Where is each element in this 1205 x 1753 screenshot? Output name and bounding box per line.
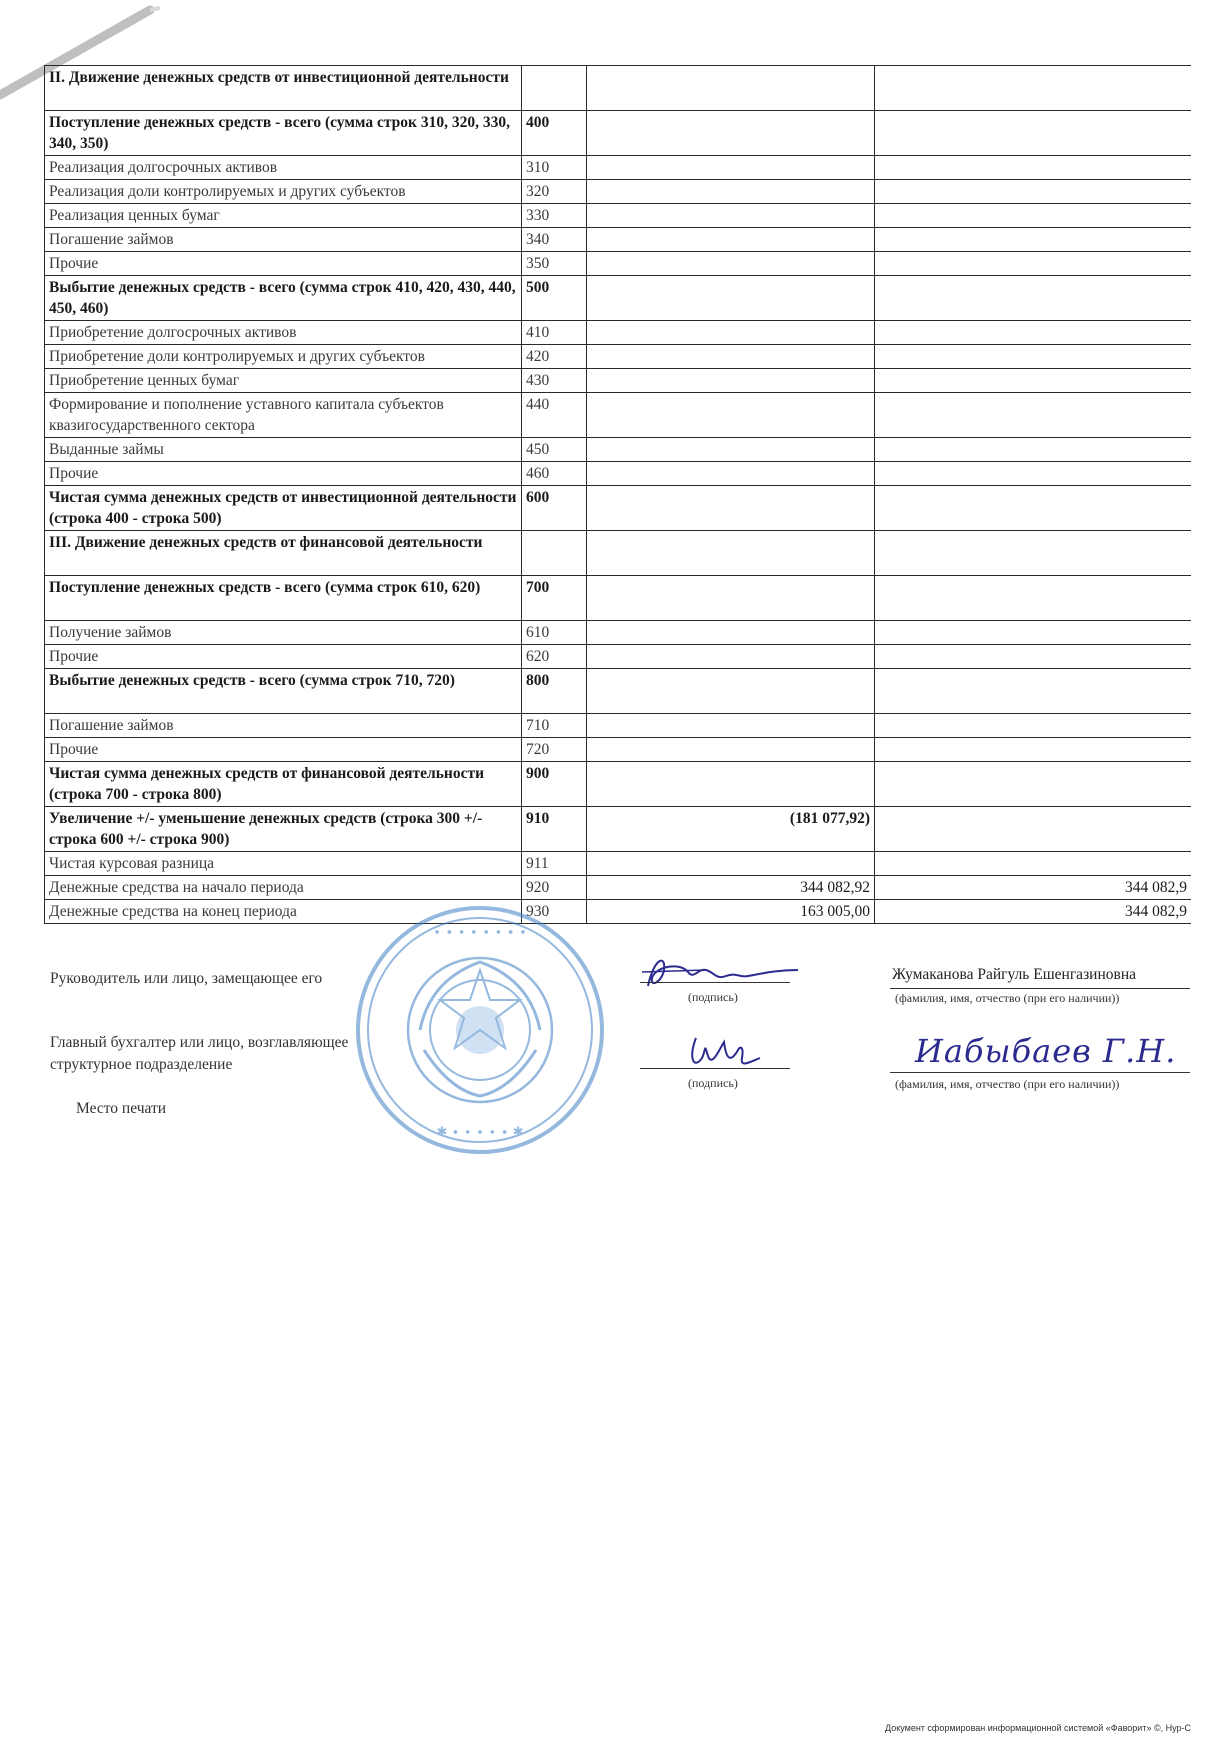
head-signature-line <box>640 982 790 983</box>
row-label: Реализация долгосрочных активов <box>45 156 522 180</box>
row-current-period-value <box>587 66 875 111</box>
head-fio-line <box>890 988 1190 989</box>
row-previous-period-value <box>875 852 1192 876</box>
table-row <box>45 738 1192 762</box>
row-previous-period-value <box>875 738 1192 762</box>
row-current-period-value <box>587 111 875 156</box>
row-previous-period-value <box>875 576 1192 621</box>
row-previous-period-value <box>875 438 1192 462</box>
row-previous-period-value <box>875 762 1192 807</box>
row-current-period-value <box>587 369 875 393</box>
table-row <box>45 180 1192 204</box>
row-code: 620 <box>522 645 587 669</box>
row-previous-period-value <box>875 345 1192 369</box>
row-code: 460 <box>522 462 587 486</box>
row-previous-period-value <box>875 462 1192 486</box>
table-row <box>45 393 1192 438</box>
stamp-place-label: Место печати <box>76 1100 167 1117</box>
head-full-name: Жумаканова Райгуль Ешенгазиновна <box>892 966 1137 983</box>
row-current-period-value <box>587 576 875 621</box>
svg-text:✱ ∙ ∙ ∙ ∙ ∙ ✱: ✱ ∙ ∙ ∙ ∙ ∙ ✱ <box>436 1125 524 1140</box>
row-label: Получение займов <box>45 621 522 645</box>
table-row <box>45 228 1192 252</box>
row-label: II. Движение денежных средств от инвестиционной деятельности <box>45 66 522 111</box>
accountant-signature-caption: (подпись) <box>688 1076 738 1090</box>
row-code: 910 <box>522 807 587 852</box>
row-code: 700 <box>522 576 587 621</box>
table-row <box>45 321 1192 345</box>
row-previous-period-value <box>875 228 1192 252</box>
row-current-period-value <box>587 228 875 252</box>
table-row <box>45 438 1192 462</box>
row-current-period-value <box>587 393 875 438</box>
row-current-period-value <box>587 438 875 462</box>
table-row <box>45 252 1192 276</box>
row-current-period-value <box>587 621 875 645</box>
row-label: Денежные средства на начало периода <box>45 876 522 900</box>
row-label: Поступление денежных средств - всего (сумма строк 610, 620) <box>45 576 522 621</box>
table-row <box>45 486 1192 531</box>
head-signature-caption: (подпись) <box>688 990 738 1004</box>
row-code: 920 <box>522 876 587 900</box>
row-code: 800 <box>522 669 587 714</box>
row-current-period-value <box>587 645 875 669</box>
row-previous-period-value <box>875 807 1192 852</box>
row-label: Приобретение долгосрочных активов <box>45 321 522 345</box>
table-row <box>45 156 1192 180</box>
row-current-period-value <box>587 204 875 228</box>
accountant-full-name-handwritten: Иабыбаев Г.Н. <box>915 1032 1177 1070</box>
row-label: Приобретение доли контролируемых и других субъектов <box>45 345 522 369</box>
row-previous-period-value <box>875 276 1192 321</box>
row-code: 930 <box>522 900 587 924</box>
row-label: Чистая сумма денежных средств от финансовой деятельности (строка 700 - строка 800) <box>45 762 522 807</box>
table-row <box>45 645 1192 669</box>
table-row <box>45 669 1192 714</box>
row-previous-period-value <box>875 486 1192 531</box>
row-code: 410 <box>522 321 587 345</box>
row-label: Формирование и пополнение уставного капитала субъектов квазигосударственного сектора <box>45 393 522 438</box>
table-row <box>45 807 1192 852</box>
row-current-period-value <box>587 486 875 531</box>
row-code: 610 <box>522 621 587 645</box>
row-code: 710 <box>522 714 587 738</box>
accountant-fio-line <box>890 1072 1190 1073</box>
row-code: 400 <box>522 111 587 156</box>
cash-flow-table <box>44 65 1191 924</box>
row-code: 310 <box>522 156 587 180</box>
row-previous-period-value <box>875 369 1192 393</box>
table-row <box>45 576 1192 621</box>
table-row <box>45 276 1192 321</box>
row-code: 420 <box>522 345 587 369</box>
row-label: Прочие <box>45 462 522 486</box>
row-label: Увеличение +/- уменьшение денежных средств (строка 300 +/- строка 600 +/- строка 900) <box>45 807 522 852</box>
row-current-period-value <box>587 462 875 486</box>
row-label: Приобретение ценных бумаг <box>45 369 522 393</box>
row-current-period-value <box>587 156 875 180</box>
svg-text:∙ ∙ ∙ ∙ ∙ ∙ ∙ ∙: ∙ ∙ ∙ ∙ ∙ ∙ ∙ ∙ <box>432 925 528 940</box>
row-code: 320 <box>522 180 587 204</box>
accountant-label: Главный бухгалтер или лицо, возглавляющее структурное подразделение <box>50 1034 349 1073</box>
row-label: Прочие <box>45 645 522 669</box>
row-current-period-value: 163 005,00 <box>587 900 875 924</box>
row-code: 350 <box>522 252 587 276</box>
row-current-period-value: 344 082,92 <box>587 876 875 900</box>
row-previous-period-value <box>875 111 1192 156</box>
row-previous-period-value <box>875 180 1192 204</box>
row-previous-period-value <box>875 531 1192 576</box>
row-code: 430 <box>522 369 587 393</box>
row-code: 440 <box>522 393 587 438</box>
row-current-period-value <box>587 714 875 738</box>
row-previous-period-value <box>875 156 1192 180</box>
row-code: 330 <box>522 204 587 228</box>
table-row <box>45 900 1192 924</box>
row-label: Чистая сумма денежных средств от инвестиционной деятельности (строка 400 - строка 500) <box>45 486 522 531</box>
row-current-period-value <box>587 276 875 321</box>
head-label: Руководитель или лицо, замещающее его <box>50 970 323 987</box>
row-code: 340 <box>522 228 587 252</box>
row-previous-period-value <box>875 393 1192 438</box>
row-code: 450 <box>522 438 587 462</box>
row-label: Погашение займов <box>45 714 522 738</box>
row-current-period-value <box>587 852 875 876</box>
head-fio-caption: (фамилия, имя, отчество (при его наличии)) <box>895 991 1120 1005</box>
row-current-period-value <box>587 180 875 204</box>
row-code: 720 <box>522 738 587 762</box>
row-label: Прочие <box>45 738 522 762</box>
row-label: Прочие <box>45 252 522 276</box>
row-previous-period-value: 344 082,9 <box>875 876 1192 900</box>
row-label: Реализация ценных бумаг <box>45 204 522 228</box>
row-label: Реализация доли контролируемых и других субъектов <box>45 180 522 204</box>
row-label: Выбытие денежных средств - всего (сумма строк 710, 720) <box>45 669 522 714</box>
table-row <box>45 204 1192 228</box>
row-current-period-value <box>587 321 875 345</box>
row-previous-period-value <box>875 714 1192 738</box>
row-code <box>522 531 587 576</box>
table-row <box>45 531 1192 576</box>
row-code: 600 <box>522 486 587 531</box>
row-current-period-value <box>587 738 875 762</box>
row-code: 911 <box>522 852 587 876</box>
row-current-period-value <box>587 345 875 369</box>
table-row <box>45 714 1192 738</box>
footer-system-note: Документ сформирован информационной системой «Фаворит» ©, Нур-С <box>885 1723 1191 1733</box>
table-row <box>45 852 1192 876</box>
row-label: III. Движение денежных средств от финансовой деятельности <box>45 531 522 576</box>
table-row <box>45 369 1192 393</box>
official-stamp <box>350 900 610 1160</box>
accountant-fio-caption: (фамилия, имя, отчество (при его наличии)) <box>895 1077 1120 1091</box>
table-row <box>45 876 1192 900</box>
row-label: Выданные займы <box>45 438 522 462</box>
row-previous-period-value <box>875 66 1192 111</box>
row-code: 900 <box>522 762 587 807</box>
row-current-period-value <box>587 762 875 807</box>
row-code <box>522 66 587 111</box>
table-row <box>45 462 1192 486</box>
accountant-signature-line <box>640 1068 790 1069</box>
table-row <box>45 66 1192 111</box>
row-previous-period-value <box>875 669 1192 714</box>
row-previous-period-value <box>875 321 1192 345</box>
row-previous-period-value <box>875 621 1192 645</box>
row-code: 500 <box>522 276 587 321</box>
row-label: Денежные средства на конец периода <box>45 900 522 924</box>
table-row <box>45 762 1192 807</box>
row-label: Чистая курсовая разница <box>45 852 522 876</box>
row-label: Выбытие денежных средств - всего (сумма строк 410, 420, 430, 440, 450, 460) <box>45 276 522 321</box>
row-current-period-value <box>587 531 875 576</box>
row-label: Поступление денежных средств - всего (сумма строк 310, 320, 330, 340, 350) <box>45 111 522 156</box>
row-current-period-value: (181 077,92) <box>587 807 875 852</box>
row-label: Погашение займов <box>45 228 522 252</box>
table-row <box>45 345 1192 369</box>
row-previous-period-value: 344 082,9 <box>875 900 1192 924</box>
row-current-period-value <box>587 669 875 714</box>
table-row <box>45 621 1192 645</box>
row-previous-period-value <box>875 252 1192 276</box>
row-current-period-value <box>587 252 875 276</box>
row-previous-period-value <box>875 645 1192 669</box>
row-previous-period-value <box>875 204 1192 228</box>
table-row <box>45 111 1192 156</box>
